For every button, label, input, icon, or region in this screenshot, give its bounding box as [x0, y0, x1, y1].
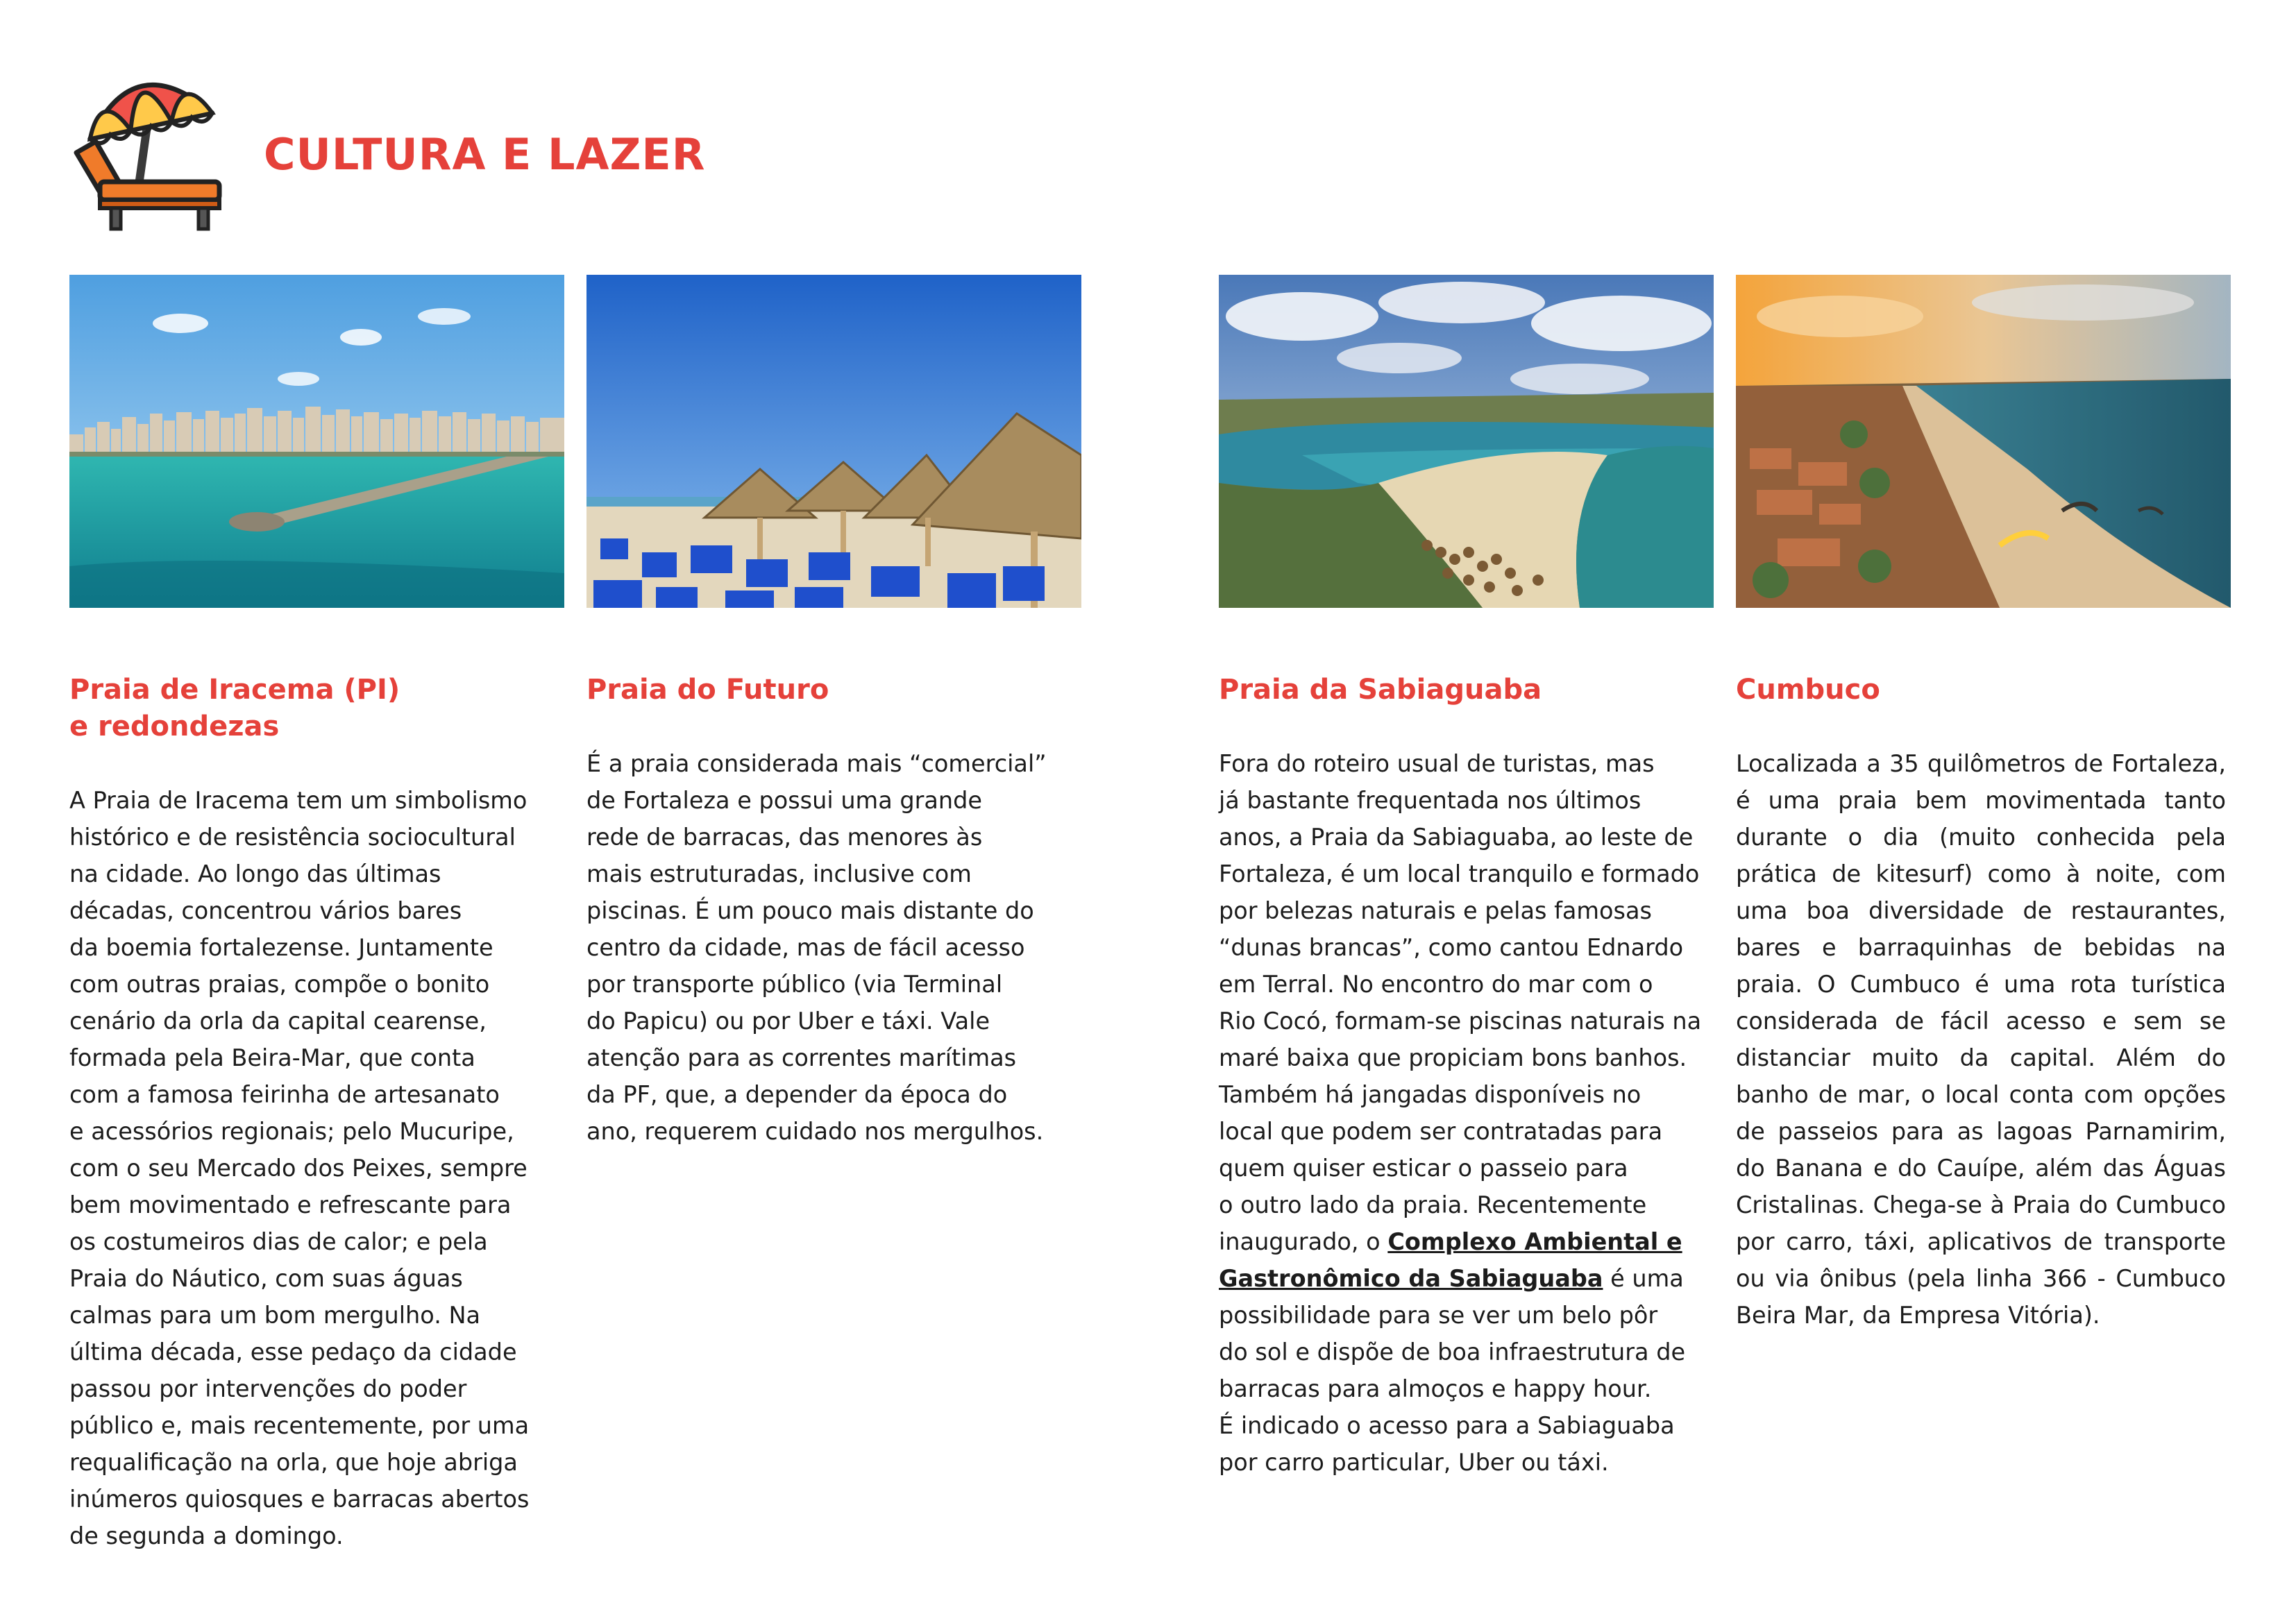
text-line: décadas, concentrou vários bares [69, 897, 462, 924]
title-line: Cumbuco [1736, 674, 1880, 706]
text-line: Cristalinas. Chega-se à Praia do Cumbuco [1736, 1191, 2226, 1218]
text-line: É a praia considerada mais “comercial” [586, 750, 1047, 777]
text-line: com a famosa feirinha de artesanato [69, 1081, 500, 1108]
cumbuco-photo [1736, 275, 2231, 608]
text-line: requalificação na orla, que hoje abriga [69, 1449, 518, 1476]
text-line: cenário da orla da capital cearense, [69, 1008, 487, 1035]
complexo-ambiental-link[interactable]: Complexo Ambiental e [1387, 1228, 1682, 1255]
text-line: é uma praia bem movimentada tanto [1736, 787, 2226, 814]
text-line: do Papicu) ou por Uber e táxi. Vale [586, 1008, 990, 1035]
praia-iracema-text [69, 782, 559, 1554]
complexo-ambiental-link-cont[interactable]: Gastronômico da Sabiaguaba [1219, 1265, 1603, 1292]
text-line: por transporte público (via Terminal [586, 971, 1003, 998]
text-line: do Banana e do Cauípe, além das Águas [1736, 1155, 2226, 1182]
text-line: por carro particular, Uber ou táxi. [1219, 1449, 1609, 1476]
praia-iracema-title [69, 672, 559, 745]
text-line: formada pela Beira-Mar, que conta [69, 1044, 475, 1071]
text-line [1219, 1260, 1709, 1297]
text-line: público e, mais recentemente, por uma [69, 1412, 530, 1439]
praia-sabiaguaba-title [1219, 672, 1709, 708]
text-line: da PF, que, a depender da época do [586, 1081, 1008, 1108]
text-line: atenção para as correntes marítimas [586, 1044, 1017, 1071]
text-line: Beira Mar, da Empresa Vitória). [1736, 1302, 2100, 1329]
cumbuco-title [1736, 672, 2226, 708]
text-line: Também há jangadas disponíveis no [1219, 1081, 1641, 1108]
text-line: quem quiser esticar o passeio para [1219, 1155, 1628, 1182]
text-line: É indicado o acesso para a Sabiaguaba [1219, 1412, 1675, 1439]
beach-chair-umbrella-icon [72, 72, 225, 232]
column-praia-sabiaguaba [1219, 672, 1709, 1481]
column-cumbuco [1736, 672, 2226, 1334]
text-line: com o seu Mercado dos Peixes, sempre [69, 1155, 527, 1182]
column-praia-futuro [586, 672, 1077, 1150]
text-line: Fortaleza, é um local tranquilo e formado [1219, 860, 1700, 887]
link-suffix: é uma [1603, 1265, 1684, 1292]
text-line: na cidade. Ao longo das últimas [69, 860, 441, 887]
text-line: de segunda a domingo. [69, 1522, 344, 1549]
column-praia-iracema [69, 672, 559, 1554]
text-line: A Praia de Iracema tem um simbolismo [69, 787, 527, 814]
text-line: histórico e de resistência sociocultural [69, 824, 516, 851]
text-line: praia. O Cumbuco é uma rota turística [1736, 971, 2226, 998]
text-line: bem movimentado e refrescante para [69, 1191, 512, 1218]
text-line: por belezas naturais e pelas famosas [1219, 897, 1652, 924]
title-line: Praia da Sabiaguaba [1219, 674, 1542, 706]
text-line: maré baixa que propiciam bons banhos. [1219, 1044, 1687, 1071]
text-line: última década, esse pedaço da cidade [69, 1339, 517, 1366]
text-line: inúmeros quiosques e barracas abertos [69, 1486, 530, 1513]
text-line: de Fortaleza e possui uma grande [586, 787, 983, 814]
praia-sabiaguaba-text [1219, 745, 1709, 1481]
text-line: considerada de fácil acesso e sem se [1736, 1008, 2226, 1035]
text-line: em Terral. No encontro do mar com o [1219, 971, 1653, 998]
text-line: Rio Cocó, formam-se piscinas naturais na [1219, 1008, 1702, 1035]
text-line: com outras praias, compõe o bonito [69, 971, 490, 998]
text-line: uma boa diversidade de restaurantes, [1736, 897, 2226, 924]
text-line: por carro, táxi, aplicativos de transporte [1736, 1228, 2226, 1255]
praia-futuro-title [586, 672, 1077, 708]
text-line: banho de mar, o local conta com opções [1736, 1081, 2226, 1108]
text-line: centro da cidade, mas de fácil acesso [586, 934, 1025, 961]
text-line: “dunas brancas”, como cantou Ednardo [1219, 934, 1684, 961]
text-line: possibilidade para se ver um belo pôr [1219, 1302, 1658, 1329]
text-line: Localizada a 35 quilômetros de Fortaleza, [1736, 750, 2226, 777]
text-line: mais estruturadas, inclusive com [586, 860, 972, 887]
praia-sabiaguaba-photo [1219, 275, 1714, 608]
text-line: durante o dia (muito conhecida pela [1736, 824, 2226, 851]
text-line: ano, requerem cuidado nos mergulhos. [586, 1118, 1044, 1145]
text-line: o outro lado da praia. Recentemente [1219, 1191, 1647, 1218]
text-line: rede de barracas, das menores às [586, 824, 983, 851]
text-line: Praia do Náutico, com suas águas [69, 1265, 463, 1292]
text-line: barracas para almoços e happy hour. [1219, 1375, 1652, 1402]
text-line: prática de kitesurf) como à noite, com [1736, 860, 2226, 887]
text-line: distanciar muito da capital. Além do [1736, 1044, 2226, 1071]
title-line: e redondezas [69, 711, 280, 742]
title-line: Praia de Iracema (PI) [69, 674, 400, 706]
section-title: CULTURA E LAZER [264, 129, 706, 180]
text-line: da boemia fortalezense. Juntamente [69, 934, 493, 961]
text-line: piscinas. É um pouco mais distante do [586, 897, 1034, 924]
text-line: de passeios para as lagoas Parnamirim, [1736, 1118, 2226, 1145]
text-line: passou por intervenções do poder [69, 1375, 467, 1402]
text-line: anos, a Praia da Sabiaguaba, ao leste de [1219, 824, 1694, 851]
text-line: do sol e dispõe de boa infraestrutura de [1219, 1339, 1686, 1366]
text-line: local que podem ser contratadas para [1219, 1118, 1663, 1145]
praia-futuro-text [586, 745, 1077, 1150]
link-prefix: inaugurado, o [1219, 1228, 1388, 1255]
praia-iracema-photo [69, 275, 564, 608]
text-line [1219, 1223, 1709, 1260]
text-line: bares e barraquinhas de bebidas na [1736, 934, 2226, 961]
title-line: Praia do Futuro [586, 674, 829, 706]
text-line: calmas para um bom mergulho. Na [69, 1302, 481, 1329]
text-line: Fora do roteiro usual de turistas, mas [1219, 750, 1655, 777]
cumbuco-text [1736, 745, 2226, 1334]
text-line: os costumeiros dias de calor; e pela [69, 1228, 488, 1255]
text-line: e acessórios regionais; pelo Mucuripe, [69, 1118, 514, 1145]
text-line: ou via ônibus (pela linha 366 - Cumbuco [1736, 1265, 2226, 1292]
text-line: já bastante frequentada nos últimos [1219, 787, 1641, 814]
praia-futuro-photo [586, 275, 1081, 608]
